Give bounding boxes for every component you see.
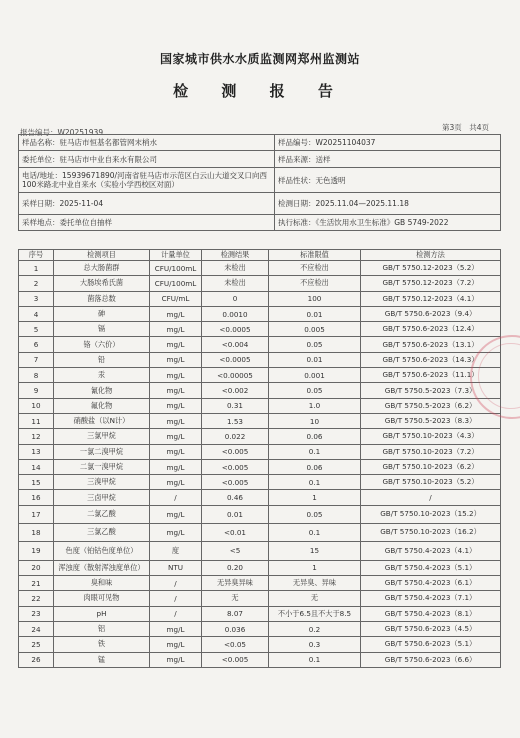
cell-limit: 0.1 xyxy=(269,523,361,541)
cell-limit: 0.05 xyxy=(269,505,361,523)
cell-unit: mg/L xyxy=(150,444,202,459)
table-row xyxy=(19,606,501,621)
cell-result: 无 xyxy=(202,591,269,606)
cell-method: GB/T 5750.6-2023（14.3） xyxy=(361,352,501,367)
cell-result: <0.0005 xyxy=(202,322,269,337)
cell-item: 菌落总数 xyxy=(54,291,150,306)
cell-method: GB/T 5750.5-2023（8.3） xyxy=(361,413,501,428)
table-row xyxy=(19,368,501,383)
cell-seq: 3 xyxy=(19,291,54,306)
cell-unit: mg/L xyxy=(150,459,202,474)
contact-address: 电话/地址：15939671890/河南省驻马店市示范区白云山大道交叉口向西100米路北中业自来水（实验小学西校区对面） xyxy=(19,168,275,193)
cell-unit: mg/L xyxy=(150,621,202,636)
cell-item: 总大肠菌群 xyxy=(54,261,150,276)
cell-method: GB/T 5750.10-2023（16.2） xyxy=(361,523,501,541)
cell-seq: 20 xyxy=(19,560,54,575)
cell-result: <0.0005 xyxy=(202,352,269,367)
cell-result: <0.01 xyxy=(202,523,269,541)
cell-item: 砷 xyxy=(54,306,150,321)
cell-seq: 4 xyxy=(19,306,54,321)
cell-item: 三氯甲烷 xyxy=(54,429,150,444)
report-title: 检 测 报 告 xyxy=(173,82,347,100)
cell-result: <0.05 xyxy=(202,637,269,652)
cell-seq: 10 xyxy=(19,398,54,413)
cell-unit: / xyxy=(150,606,202,621)
cell-seq: 24 xyxy=(19,621,54,636)
cell-unit: mg/L xyxy=(150,368,202,383)
cell-item: 浑浊度（散射浑浊度单位） xyxy=(54,560,150,575)
cell-limit: 0.01 xyxy=(269,306,361,321)
cell-seq: 17 xyxy=(19,505,54,523)
table-row xyxy=(19,291,501,306)
cell-seq: 2 xyxy=(19,276,54,291)
cell-limit: 10 xyxy=(269,413,361,428)
cell-result: 0.022 xyxy=(202,429,269,444)
cell-result: 未检出 xyxy=(202,276,269,291)
cell-limit: 无 xyxy=(269,591,361,606)
cell-method: GB/T 5750.10-2023（4.3） xyxy=(361,429,501,444)
cell-method: GB/T 5750.10-2023（7.2） xyxy=(361,444,501,459)
cell-seq: 26 xyxy=(19,652,54,667)
cell-limit: 0.06 xyxy=(269,459,361,474)
cell-unit: mg/L xyxy=(150,429,202,444)
cell-method: GB/T 5750.6-2023（5.1） xyxy=(361,637,501,652)
cell-limit: 无异臭、异味 xyxy=(269,576,361,591)
cell-result: <0.002 xyxy=(202,383,269,398)
cell-method: GB/T 5750.6-2023（6.6） xyxy=(361,652,501,667)
cell-item: 氰化物 xyxy=(54,383,150,398)
header-col-method: 检测方法 xyxy=(361,250,501,261)
cell-method: GB/T 5750.6-2023（11.1） xyxy=(361,368,501,383)
cell-item: pH xyxy=(54,606,150,621)
table-row xyxy=(19,337,501,352)
test-date: 检测日期：2025.11.04—2025.11.18 xyxy=(275,193,501,215)
standard: 执行标准：《生活饮用水卫生标准》GB 5749-2022 xyxy=(275,215,501,231)
table-row xyxy=(19,490,501,505)
report-number: 报告编号：W20251939 xyxy=(20,128,104,137)
sample-info-table xyxy=(18,134,501,231)
cell-method: GB/T 5750.6-2023（4.5） xyxy=(361,621,501,636)
results-header-row xyxy=(19,250,501,261)
cell-method: GB/T 5750.4-2023（6.1） xyxy=(361,576,501,591)
cell-item: 二氯一溴甲烷 xyxy=(54,459,150,474)
cell-item: 汞 xyxy=(54,368,150,383)
cell-limit: 1 xyxy=(269,490,361,505)
cell-unit: / xyxy=(150,490,202,505)
cell-unit: / xyxy=(150,576,202,591)
cell-result: 0.31 xyxy=(202,398,269,413)
cell-item: 三溴甲烷 xyxy=(54,475,150,490)
cell-item: 臭和味 xyxy=(54,576,150,591)
cell-item: 铬（六价） xyxy=(54,337,150,352)
cell-method: GB/T 5750.5-2023（6.2） xyxy=(361,398,501,413)
table-row xyxy=(19,261,501,276)
cell-item: 肉眼可见物 xyxy=(54,591,150,606)
cell-item: 色度（铂钴色度单位） xyxy=(54,541,150,560)
header-col-item: 检测项目 xyxy=(54,250,150,261)
cell-seq: 25 xyxy=(19,637,54,652)
cell-unit: / xyxy=(150,591,202,606)
cell-limit: 0.005 xyxy=(269,322,361,337)
cell-seq: 12 xyxy=(19,429,54,444)
cell-unit: mg/L xyxy=(150,523,202,541)
cell-unit: CFU/mL xyxy=(150,291,202,306)
cell-result: 0.01 xyxy=(202,505,269,523)
table-row xyxy=(19,383,501,398)
cell-unit: 度 xyxy=(150,541,202,560)
cell-item: 二氯乙酸 xyxy=(54,505,150,523)
cell-method: / xyxy=(361,490,501,505)
table-row xyxy=(19,475,501,490)
table-row xyxy=(19,322,501,337)
cell-limit: 0.3 xyxy=(269,637,361,652)
cell-seq: 18 xyxy=(19,523,54,541)
cell-seq: 6 xyxy=(19,337,54,352)
cell-unit: mg/L xyxy=(150,383,202,398)
cell-result: 0.20 xyxy=(202,560,269,575)
header-col-seq: 序号 xyxy=(19,250,54,261)
table-row xyxy=(19,637,501,652)
cell-method: GB/T 5750.4-2023（5.1） xyxy=(361,560,501,575)
cell-item: 大肠埃希氏菌 xyxy=(54,276,150,291)
table-row xyxy=(19,523,501,541)
cell-unit: NTU xyxy=(150,560,202,575)
cell-limit: 1 xyxy=(269,560,361,575)
org-name: 国家城市供水水质监测网郑州监测站 xyxy=(159,52,360,66)
cell-item: 锰 xyxy=(54,652,150,667)
table-row xyxy=(19,652,501,667)
table-row xyxy=(19,413,501,428)
header-col-unit: 计量单位 xyxy=(150,250,202,261)
cell-seq: 5 xyxy=(19,322,54,337)
cell-limit: 不应检出 xyxy=(269,261,361,276)
table-row xyxy=(19,459,501,474)
table-row xyxy=(19,560,501,575)
cell-method: GB/T 5750.12-2023（5.2） xyxy=(361,261,501,276)
cell-item: 硝酸盐（以N计） xyxy=(54,413,150,428)
cell-result: <5 xyxy=(202,541,269,560)
cell-method: GB/T 5750.10-2023（6.2） xyxy=(361,459,501,474)
cell-result: <0.005 xyxy=(202,652,269,667)
cell-method: GB/T 5750.6-2023（13.1） xyxy=(361,337,501,352)
table-row xyxy=(19,276,501,291)
sample-number: 样品编号：W20251104037 xyxy=(275,135,501,151)
cell-unit: mg/L xyxy=(150,337,202,352)
results-table xyxy=(18,249,501,668)
cell-unit: mg/L xyxy=(150,398,202,413)
cell-seq: 15 xyxy=(19,475,54,490)
sample-appearance: 样品性状：无色透明 xyxy=(275,168,501,193)
cell-item: 铁 xyxy=(54,637,150,652)
table-row xyxy=(19,505,501,523)
cell-unit: mg/L xyxy=(150,306,202,321)
cell-seq: 19 xyxy=(19,541,54,560)
cell-result: 8.07 xyxy=(202,606,269,621)
cell-limit: 0.05 xyxy=(269,383,361,398)
cell-limit: 0.01 xyxy=(269,352,361,367)
cell-seq: 14 xyxy=(19,459,54,474)
cell-result: 0.0010 xyxy=(202,306,269,321)
cell-item: 氟化物 xyxy=(54,398,150,413)
cell-limit: 不小于6.5且不大于8.5 xyxy=(269,606,361,621)
cell-limit: 15 xyxy=(269,541,361,560)
cell-unit: CFU/100mL xyxy=(150,276,202,291)
cell-result: <0.005 xyxy=(202,475,269,490)
cell-method: GB/T 5750.12-2023（7.2） xyxy=(361,276,501,291)
cell-seq: 23 xyxy=(19,606,54,621)
cell-result: 0.036 xyxy=(202,621,269,636)
cell-result: 0 xyxy=(202,291,269,306)
cell-result: <0.004 xyxy=(202,337,269,352)
header-col-result: 检测结果 xyxy=(202,250,269,261)
cell-unit: mg/L xyxy=(150,475,202,490)
cell-result: 0.46 xyxy=(202,490,269,505)
cell-seq: 8 xyxy=(19,368,54,383)
cell-item: 一氯二溴甲烷 xyxy=(54,444,150,459)
cell-method: GB/T 5750.6-2023（12.4） xyxy=(361,322,501,337)
cell-unit: mg/L xyxy=(150,637,202,652)
cell-result: <0.005 xyxy=(202,459,269,474)
cell-seq: 1 xyxy=(19,261,54,276)
cell-result: 无异臭异味 xyxy=(202,576,269,591)
table-row xyxy=(19,541,501,560)
cell-seq: 11 xyxy=(19,413,54,428)
table-row xyxy=(19,306,501,321)
cell-item: 铝 xyxy=(54,621,150,636)
cell-method: GB/T 5750.10-2023（5.2） xyxy=(361,475,501,490)
cell-item: 镉 xyxy=(54,322,150,337)
client-unit: 委托单位：驻马店市中业自来水有限公司 xyxy=(19,151,275,168)
cell-seq: 16 xyxy=(19,490,54,505)
header-col-limit: 标准限值 xyxy=(269,250,361,261)
cell-result: <0.00005 xyxy=(202,368,269,383)
table-row xyxy=(19,591,501,606)
cell-seq: 7 xyxy=(19,352,54,367)
sample-source: 样品来源：送样 xyxy=(275,151,501,168)
cell-item: 铅 xyxy=(54,352,150,367)
cell-seq: 9 xyxy=(19,383,54,398)
table-row xyxy=(19,398,501,413)
sampling-location: 采样地点：委托单位自抽样 xyxy=(19,215,275,231)
cell-method: GB/T 5750.5-2023（7.3） xyxy=(361,383,501,398)
cell-limit: 100 xyxy=(269,291,361,306)
cell-limit: 0.05 xyxy=(269,337,361,352)
cell-seq: 13 xyxy=(19,444,54,459)
cell-result: <0.005 xyxy=(202,444,269,459)
table-row xyxy=(19,429,501,444)
cell-unit: mg/L xyxy=(150,652,202,667)
cell-unit: mg/L xyxy=(150,352,202,367)
cell-unit: mg/L xyxy=(150,505,202,523)
table-row xyxy=(19,621,501,636)
sample-name: 样品名称：驻马店市恒基名都管网末梢水 xyxy=(19,135,275,151)
cell-limit: 0.001 xyxy=(269,368,361,383)
cell-unit: CFU/100mL xyxy=(150,261,202,276)
cell-result: 1.53 xyxy=(202,413,269,428)
cell-seq: 22 xyxy=(19,591,54,606)
cell-limit: 0.1 xyxy=(269,475,361,490)
cell-method: GB/T 5750.6-2023（9.4） xyxy=(361,306,501,321)
cell-method: GB/T 5750.4-2023（4.1） xyxy=(361,541,501,560)
cell-limit: 不应检出 xyxy=(269,276,361,291)
cell-item: 三氯乙酸 xyxy=(54,523,150,541)
table-row xyxy=(19,576,501,591)
cell-limit: 0.1 xyxy=(269,652,361,667)
cell-limit: 0.1 xyxy=(269,444,361,459)
cell-result: 未检出 xyxy=(202,261,269,276)
cell-item: 三卤甲烷 xyxy=(54,490,150,505)
cell-unit: mg/L xyxy=(150,413,202,428)
cell-limit: 0.2 xyxy=(269,621,361,636)
cell-limit: 1.0 xyxy=(269,398,361,413)
cell-method: GB/T 5750.12-2023（4.1） xyxy=(361,291,501,306)
cell-method: GB/T 5750.10-2023（15.2） xyxy=(361,505,501,523)
cell-method: GB/T 5750.4-2023（8.1） xyxy=(361,606,501,621)
table-row xyxy=(19,352,501,367)
page-number: 第3页 共4页 xyxy=(442,123,490,132)
table-row xyxy=(19,444,501,459)
cell-seq: 21 xyxy=(19,576,54,591)
sampling-date: 采样日期：2025-11-04 xyxy=(19,193,275,215)
cell-unit: mg/L xyxy=(150,322,202,337)
cell-limit: 0.06 xyxy=(269,429,361,444)
cell-method: GB/T 5750.4-2023（7.1） xyxy=(361,591,501,606)
